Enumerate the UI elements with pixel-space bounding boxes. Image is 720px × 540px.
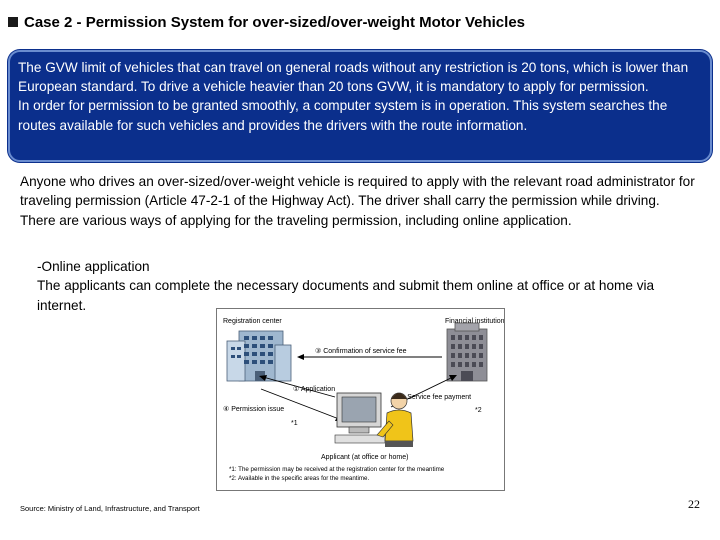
financial-institution-building-icon — [447, 323, 487, 381]
online-heading: -Online application — [37, 259, 150, 274]
note-mark-1: *1 — [291, 420, 298, 427]
page-number: 22 — [688, 497, 700, 511]
applicant-at-computer-icon — [335, 393, 413, 447]
body-text — [20, 172, 710, 230]
step-3-text: Confirmation of service fee — [323, 348, 407, 355]
square-bullet-icon — [8, 17, 18, 27]
highlight-box — [8, 50, 712, 162]
note-mark-2: *2 — [475, 407, 482, 414]
footnote-1: *1: The permission may be received at the registration center for the meantime — [229, 466, 445, 473]
step-4-text: Permission issue — [231, 406, 285, 413]
flow-diagram-svg — [217, 309, 504, 490]
step-1-label: ① Application — [293, 386, 336, 393]
step-3-label: ③ Confirmation of service fee — [315, 348, 407, 355]
highlight-paragraph-2: In order for permission to be granted smoothly, a computer system is in operation. This system searches the routes available for such vehicles and provides the drivers with the route information. — [18, 98, 668, 133]
online-text: The applicants can complete the necessary documents and submit them online at office or at home via internet. — [37, 278, 655, 313]
slide-title — [8, 14, 708, 31]
slide-title-text: Case 2 - Permission System for over-sized/over-weight Motor Vehicles — [24, 14, 525, 31]
step-2-text: Service fee payment — [407, 394, 472, 401]
body-paragraph-1: Anyone who drives an over-sized/over-weight vehicle is required to apply with the relevant road administrator for traveling permission (Article 47-2-1 of the Highway Act). The driver shall carry the permission while driving. — [20, 174, 695, 209]
registration-center-building-icon — [227, 331, 291, 381]
application-flow-diagram — [216, 308, 505, 491]
registration-center-label: Registration center — [223, 318, 282, 325]
step-2-label — [399, 393, 471, 401]
financial-institutions-label: Financial institutions — [445, 318, 504, 325]
applicant-label: Applicant (at office or home) — [321, 454, 409, 461]
step-1-text: Application — [300, 386, 336, 393]
step-4-label: ④ Permission issue — [223, 406, 285, 413]
footnote-2: *2: Available in the specific areas for the meantime. — [229, 475, 370, 482]
permission-issue-arrow — [261, 389, 343, 421]
online-application-section — [37, 257, 697, 315]
source-citation: Source: Ministry of Land, Infrastructure, and Transport — [20, 504, 200, 513]
highlight-paragraph-1: The GVW limit of vehicles that can travel on general roads without any restriction is 20 tons, which is lower than European standard. To drive a vehicle heavier than 20 tons GVW, it is mandatory to apply for permission. — [18, 60, 689, 95]
body-paragraph-2: There are various ways of applying for the traveling permission, including online application. — [20, 212, 572, 228]
